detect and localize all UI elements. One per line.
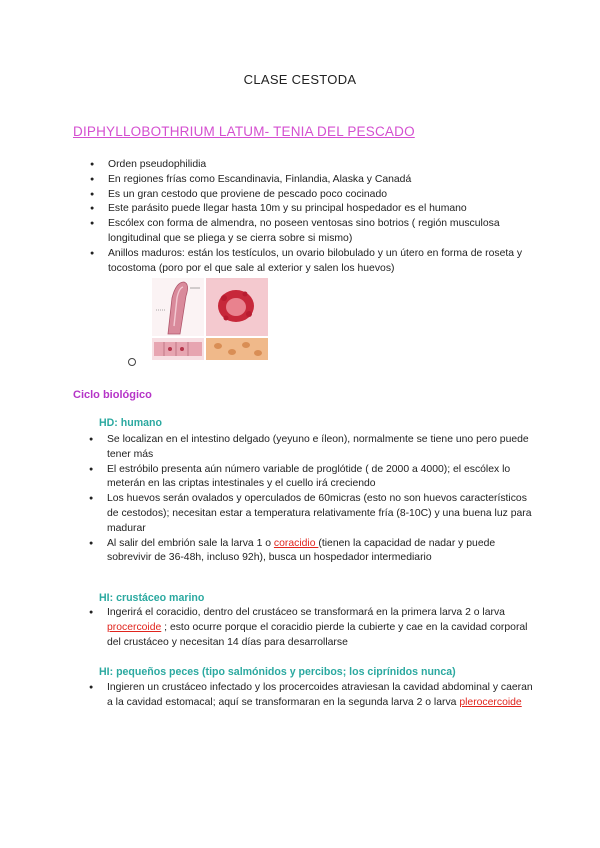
scolex-image (152, 278, 204, 336)
item-text: Al salir del embrión sale la larva 1 o (107, 537, 274, 549)
plerocercoide-link: plerocercoide (459, 696, 522, 708)
list-item: ● Los huevos serán ovalados y operculados de 60micras (esto no son huevos característicos de cestodos); necesitan estar a temperatura relativamente fría (8-10C) y una buena luz para madurar (107, 492, 537, 536)
hi-fish-heading: HI: pequeños peces (tipo salmónidos y percibos; los ciprínidos nunca) (99, 666, 456, 678)
cycle-heading: Ciclo biológico (73, 389, 152, 401)
procercoide-link: procercoide (107, 621, 162, 633)
hi-crustacean-heading: HI: crustáceo marino (99, 592, 205, 604)
page-title: CLASE CESTODA (243, 72, 357, 87)
micrograph-figure (150, 276, 270, 362)
list-item (107, 606, 537, 650)
hi-crustacean-list (107, 606, 537, 650)
list-item: ● Anillos maduros: están los testículos, un ovario bilobulado y un útero en forma de roseta y tocostoma (poro por el que sale al exterior y salen los huevos) (108, 247, 548, 277)
proglottid-image (152, 338, 204, 360)
list-item: ● En regiones frías como Escandinavia, Finlandia, Alaska y Canadá (108, 173, 548, 188)
list-item: ● Este parásito puede llegar hasta 10m y su principal hospedador es el humano (108, 202, 548, 217)
item-text: Ingieren un crustáceo infectado y los procercoides atraviesan la cavidad abdominal y caeran a la cavidad estomacal; aquí se transformaran en la segunda larva 2 o larva (107, 682, 533, 708)
item-text: Ingerirá el coracidio, dentro del crustáceo se transformará en la primera larva 2 o larva (107, 607, 505, 618)
list-item: ● El estróbilo presenta aún número variable de proglótide ( de 2000 a 4000); el escólex lo meterán en las criptas intestinales y el cuello irá creciendo (107, 463, 537, 493)
list-item: ● Es un gran cestodo que proviene de pescado poco cocinado (108, 188, 548, 203)
item-text: ; esto ocurre porque el coracidio pierde la cubierte y cae en la cavidad corporal del crustáceo y necesitan 14 días para desarrollarse (107, 621, 528, 648)
list-item (107, 681, 537, 711)
list-item (107, 537, 537, 567)
item-text: (tienen la capacidad de nadar y puede sobrevivir de 36-48h, incluso 92h), busca un hospedador intermediario (107, 537, 496, 564)
intro-list (108, 158, 548, 276)
list-item: ● Orden pseudophilidia (108, 158, 548, 173)
coracidio-link: coracidio (273, 537, 319, 549)
rosette-uterus-image (206, 278, 268, 336)
list-item: ● Se localizan en el intestino delgado (yeyuno e íleon), normalmente se tiene uno pero puede tener más (107, 433, 537, 463)
section-subtitle: DIPHYLLOBOTHRIUM LATUM- TENIA DEL PESCADO (73, 124, 415, 139)
hi-fish-list (107, 681, 537, 711)
list-item: ● Escólex con forma de almendra, no poseen ventosas sino botrios ( región musculosa longitudinal que se pliega y se cierra sobre si mismo) (108, 217, 548, 247)
eggs-image (206, 338, 268, 360)
hollow-bullet (128, 358, 136, 366)
hd-list (107, 433, 537, 566)
hd-heading: HD: humano (99, 417, 162, 429)
